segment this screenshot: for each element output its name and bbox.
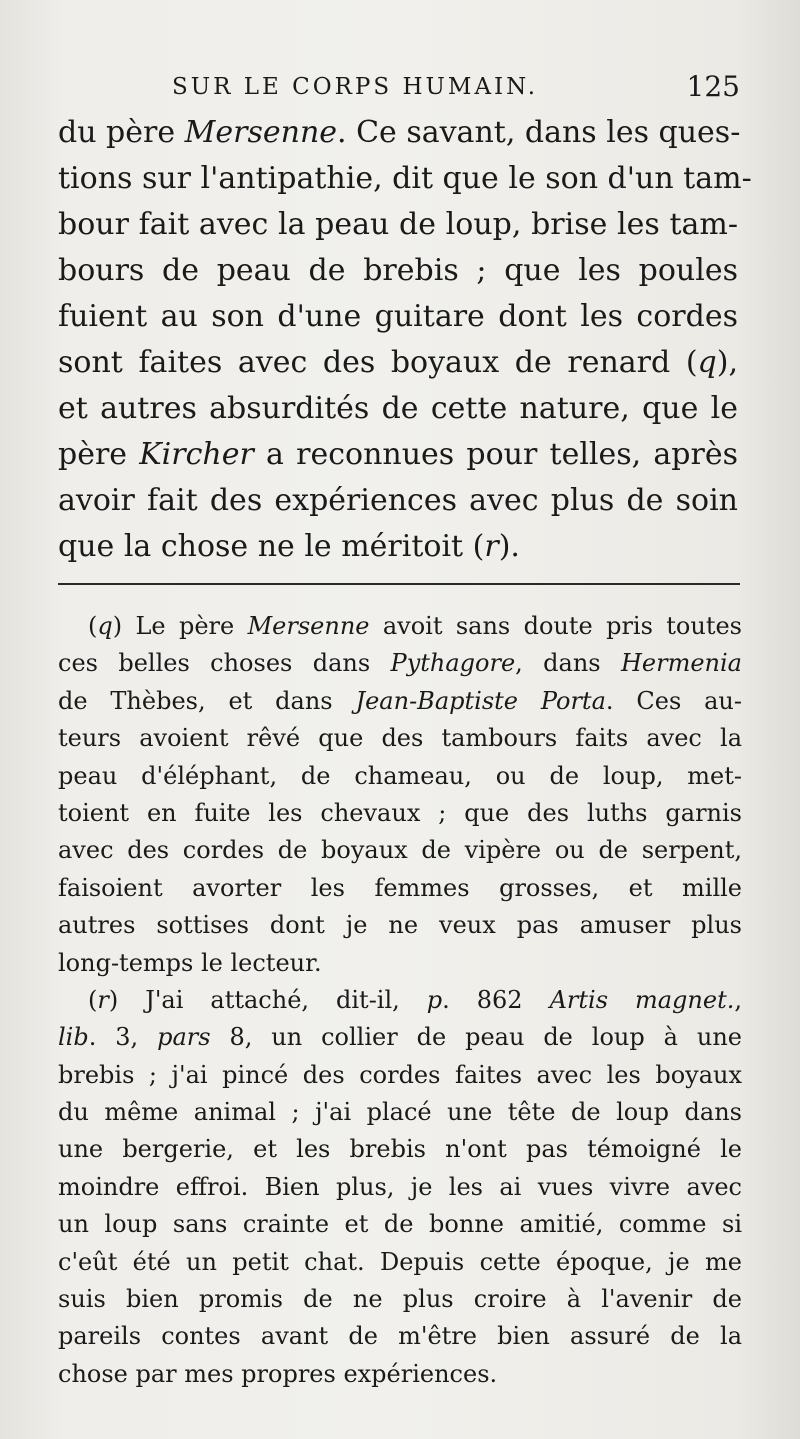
text-segment: a reconnues pour telles, après <box>253 437 738 472</box>
text-line <box>58 1094 742 1131</box>
text-segment: long-temps le lecteur. <box>58 948 322 977</box>
text-segment: ). <box>498 529 520 564</box>
text-segment: père <box>58 437 140 472</box>
text-segment: toient en fuite les chevaux ; que des luths garnis <box>58 798 742 827</box>
text-segment: tions sur l'antipathie, dit que le son d'un tam- <box>58 161 752 196</box>
text-segment: que la chose ne le méritoit ( <box>58 529 485 564</box>
text-segment: avoir fait des expériences avec plus de soin <box>58 483 738 518</box>
italic-text: p <box>426 985 443 1014</box>
italic-text: lib <box>58 1023 89 1052</box>
running-head: SUR LE CORPS HUMAIN. <box>172 74 539 100</box>
text-line <box>58 340 738 386</box>
italic-text: Pythagore <box>390 649 516 678</box>
text-segment: peau d'éléphant, de chameau, ou de loup, met- <box>58 761 742 790</box>
text-segment: autres sottises dont je ne veux pas amuser plus <box>58 911 742 940</box>
main-text <box>58 110 752 570</box>
text-segment: du père <box>58 115 185 150</box>
text-line <box>58 432 738 478</box>
italic-text: pars <box>157 1023 211 1052</box>
text-line <box>58 720 742 757</box>
page-number: 125 <box>686 70 740 103</box>
text-line <box>58 248 738 294</box>
text-line <box>58 294 738 340</box>
text-line <box>58 1206 742 1243</box>
page-header <box>60 60 740 110</box>
text-segment: bour fait avec la peau de loup, brise les tam- <box>58 207 738 242</box>
footnote <box>58 608 742 982</box>
text-segment: de Thèbes, et dans <box>58 686 356 715</box>
text-line <box>58 832 742 869</box>
text-segment: pareils contes avant de m'être bien assuré de la <box>58 1322 742 1351</box>
text-line <box>58 202 738 248</box>
text-line <box>58 1057 742 1094</box>
italic-text: Mersenne <box>184 115 338 150</box>
text-line <box>58 1318 742 1355</box>
text-segment: ces belles choses dans <box>58 649 391 678</box>
text-segment: un loup sans crainte et de bonne amitié, comme si <box>58 1210 742 1239</box>
text-line <box>58 1131 742 1168</box>
text-segment: ) J'ai attaché, dit-il, <box>108 985 427 1014</box>
footnote <box>58 982 742 1393</box>
text-segment: . 862 <box>442 985 550 1014</box>
italic-text: r <box>484 529 499 564</box>
text-line <box>58 1281 742 1318</box>
text-line <box>58 982 742 1019</box>
text-segment: . Ces au- <box>605 686 742 715</box>
text-segment: avoit sans doute pris toutes <box>369 612 742 640</box>
text-segment: , dans <box>515 649 621 678</box>
footnote-divider <box>58 583 740 585</box>
text-line <box>58 478 738 524</box>
text-segment: c'eût été un petit chat. Depuis cette époque, je me <box>58 1247 742 1276</box>
text-segment: bours de peau de brebis ; que les poules <box>58 253 738 288</box>
text-line <box>58 683 742 720</box>
text-line <box>58 608 742 645</box>
footnotes <box>58 608 742 1393</box>
text-segment: 8, un collier de peau de loup à une <box>210 1023 742 1052</box>
italic-text: q <box>97 612 113 640</box>
italic-text: q <box>697 345 717 380</box>
text-segment: sont faites avec des boyaux de renard ( <box>58 345 698 380</box>
italic-text: Jean-Baptiste Porta <box>355 686 606 715</box>
text-segment: ( <box>88 612 98 640</box>
text-line <box>58 870 742 907</box>
text-line <box>58 1169 742 1206</box>
text-line <box>58 907 742 944</box>
text-segment: . 3, <box>88 1023 158 1052</box>
text-segment: une bergerie, et les brebis n'ont pas témoigné le <box>58 1135 742 1164</box>
text-segment: moindre effroi. Bien plus, je les ai vues vivre avec <box>58 1172 742 1201</box>
text-segment: du même animal ; j'ai placé une tête de loup dans <box>58 1098 742 1127</box>
text-segment: avec des cordes de boyaux de vipère ou de serpent, <box>58 836 742 865</box>
italic-text: r <box>97 985 109 1014</box>
text-segment: faisoient avorter les femmes grosses, et mille <box>58 873 742 902</box>
text-line <box>58 645 742 682</box>
text-segment: chose par mes propres expériences. <box>58 1359 498 1388</box>
text-segment: suis bien promis de ne plus croire à l'avenir de <box>58 1285 742 1314</box>
text-line <box>58 945 742 982</box>
italic-text: Artis magnet. <box>549 985 735 1014</box>
text-line <box>58 1244 742 1281</box>
text-segment: brebis ; j'ai pincé des cordes faites avec les boyaux <box>58 1060 742 1089</box>
text-segment: ) Le père <box>112 612 248 640</box>
text-segment: fuient au son d'une guitare dont les cordes <box>58 299 738 334</box>
text-line <box>58 1356 742 1393</box>
text-segment: teurs avoient rêvé que des tambours faits avec la <box>58 724 742 753</box>
text-line <box>58 156 752 202</box>
text-line <box>58 758 742 795</box>
text-line <box>58 386 738 432</box>
italic-text: Hermenia <box>620 649 742 678</box>
text-line <box>58 110 741 156</box>
text-segment: . Ce savant, dans les ques- <box>337 115 741 150</box>
text-segment: et autres absurdités de cette nature, que le <box>58 391 738 426</box>
text-line <box>58 795 742 832</box>
text-segment: ), <box>716 345 738 380</box>
text-line <box>58 524 738 570</box>
italic-text: Mersenne <box>247 612 370 640</box>
text-segment: , <box>734 985 742 1014</box>
text-segment: ( <box>88 985 98 1014</box>
italic-text: Kircher <box>139 437 254 472</box>
text-line <box>58 1019 742 1056</box>
